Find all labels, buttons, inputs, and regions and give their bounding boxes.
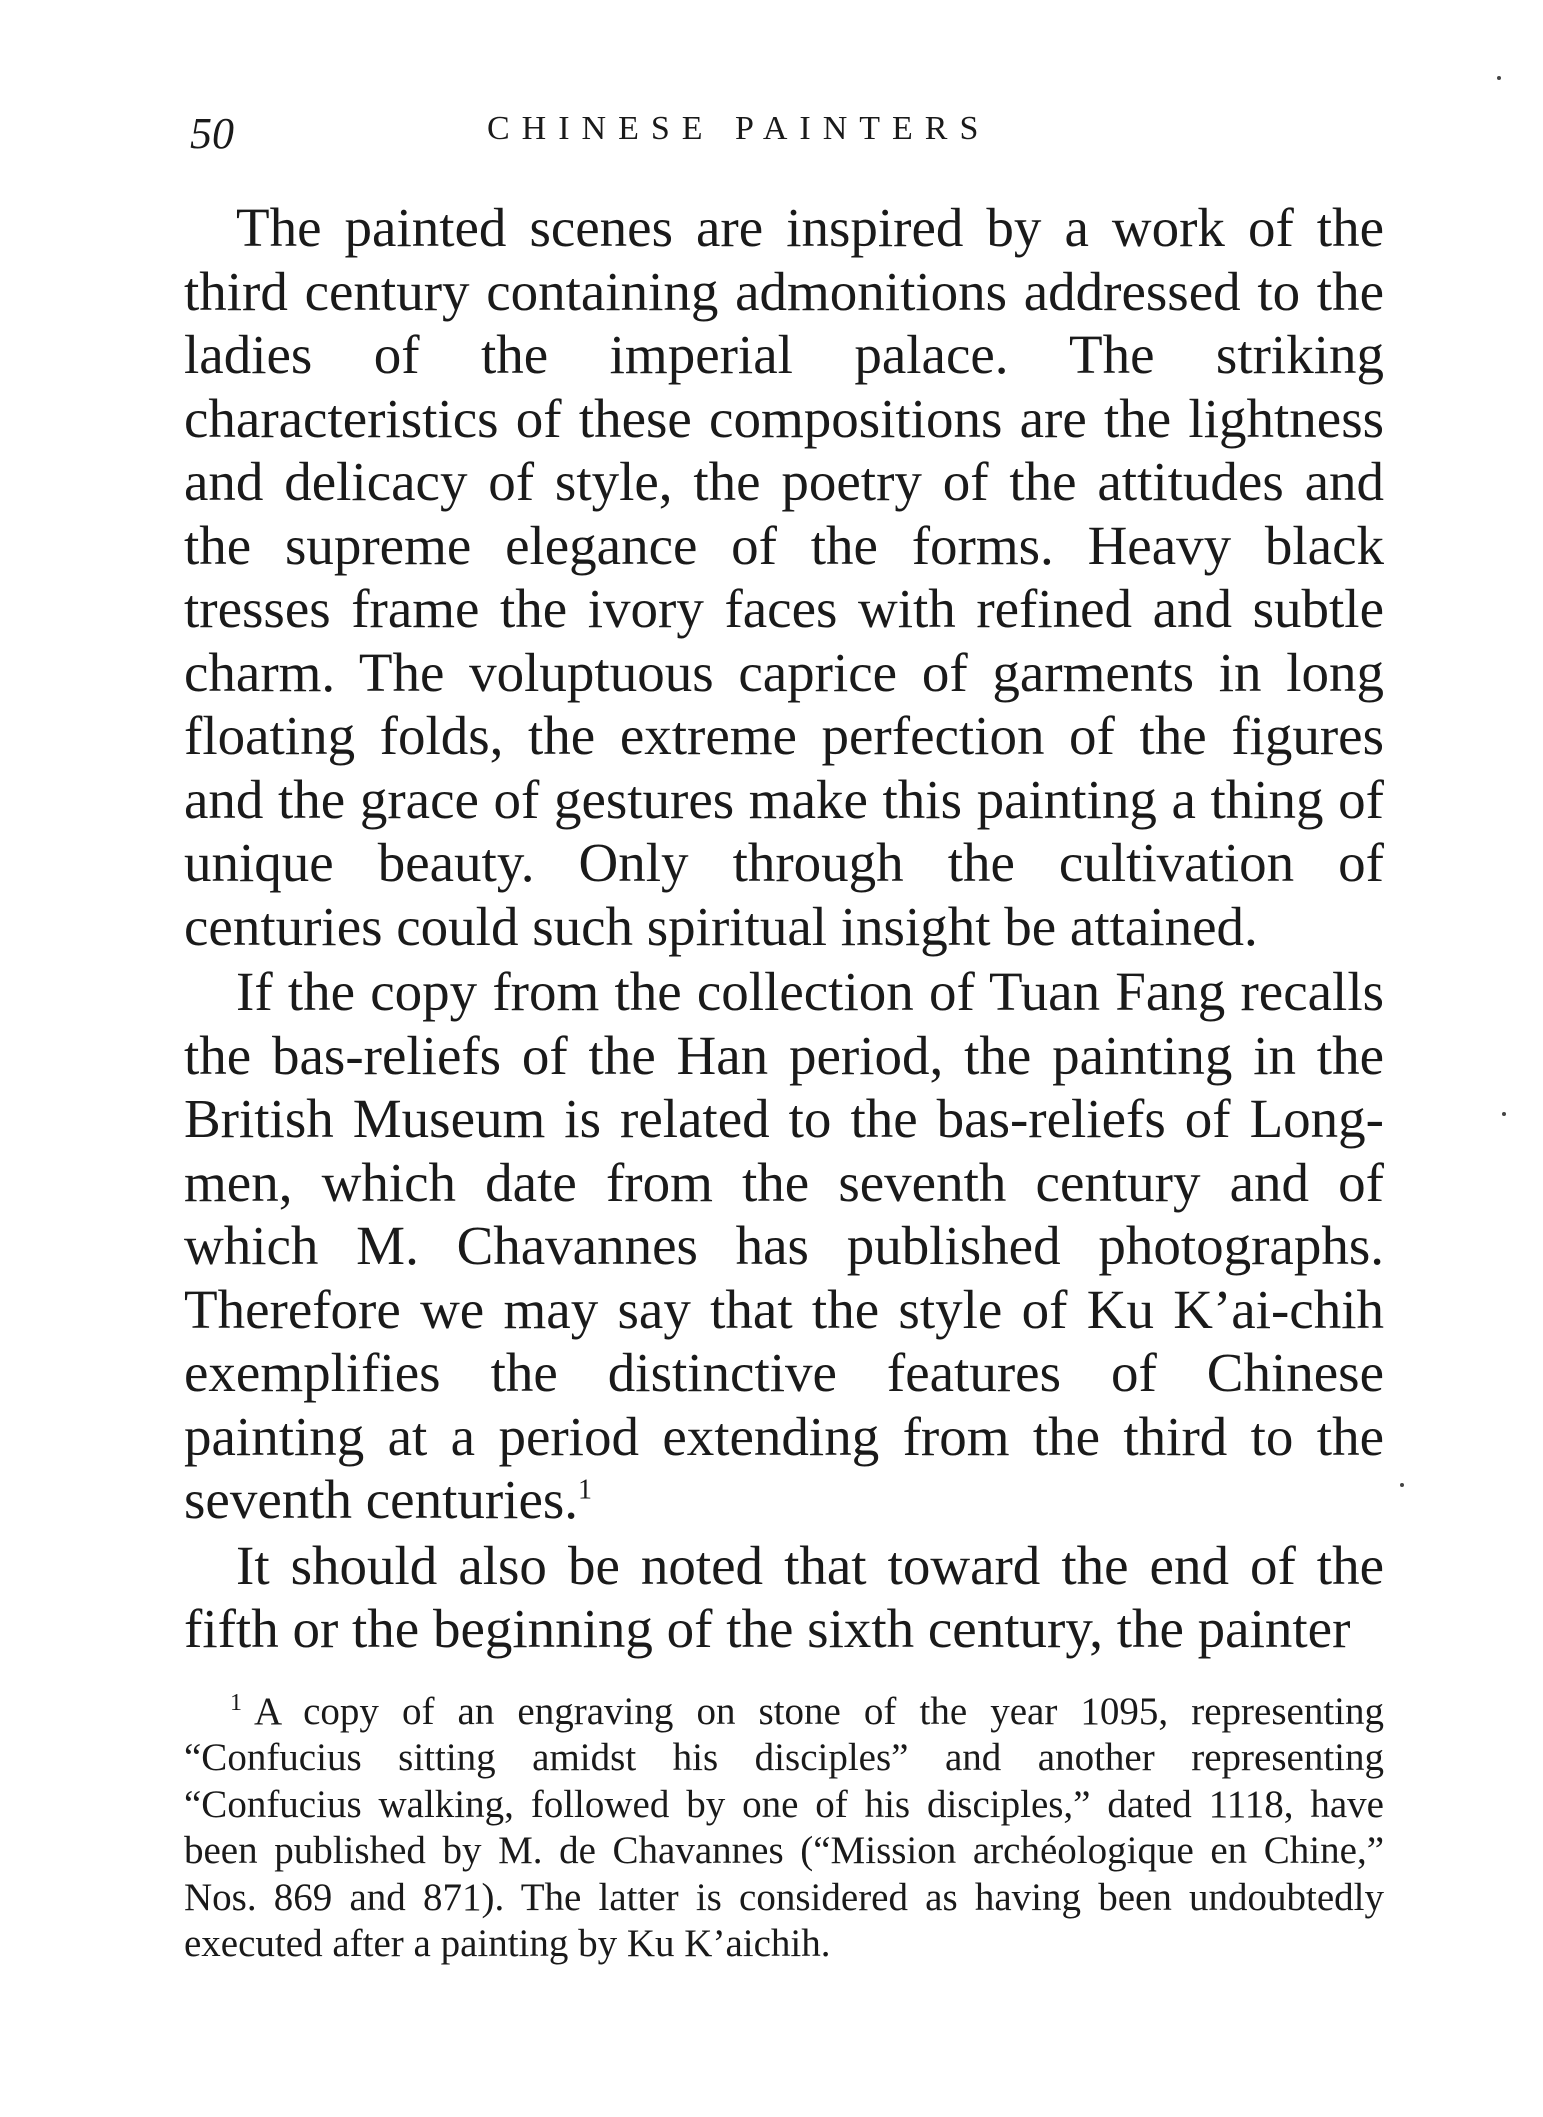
footnote (184, 1689, 1384, 1968)
footnote-reference: 1 (578, 1474, 593, 1506)
paragraph-2-text: If the copy from the collection of Tuan Fang recalls the bas-reliefs of the Han period, the painting in the British Museum is related to the bas-reliefs of Long-men, which date from the seventh century and of which M. Chavannes has published photographs. Therefore we may say that the style of Ku K’ai-chih exemplifies the distinctive features of Chinese painting at a period extending from the third to the seventh centuries. (184, 961, 1384, 1530)
body-text (184, 196, 1384, 1661)
footnote-text: A copy of an engraving on stone of the year 1095, representing “Confucius sitting amidst his disciples” and another representing “Confucius walking, followed by one of his disciples,” dated 1118, have been published by M. de Chavannes (“Mission archéologique en Chine,” Nos. 869 and 871). The latter is considered as having been undoubtedly executed after a painting by Ku K’aichih. (184, 1689, 1384, 1965)
scan-speck (1400, 1483, 1404, 1487)
scan-speck (1502, 1112, 1506, 1116)
paragraph-1: The painted scenes are inspired by a work of the third century containing admonitions addressed to the ladies of the imperial palace. The striking characteristics of these compositions are the lightness and delicacy of style, the poetry of the attitudes and the supreme elegance of the forms. Heavy black tresses frame the ivory faces with refined and subtle charm. The voluptuous caprice of garments in long floating folds, the extreme perfection of the figures and the grace of gestures make this painting a thing of unique beauty. Only through the cultivation of centuries could such spiritual insight be attained. (184, 197, 1384, 957)
paragraph-2 (184, 960, 1384, 1532)
page-header (184, 100, 1384, 160)
footnote-marker: 1 (230, 1689, 242, 1716)
paragraph-3: It should also be noted that toward the end of the fifth or the beginning of the sixth century, the painter (184, 1534, 1384, 1659)
book-page (184, 100, 1384, 1968)
scan-speck (1497, 76, 1501, 80)
page-number: 50 (190, 109, 234, 158)
running-title: CHINESE PAINTERS (487, 110, 991, 147)
